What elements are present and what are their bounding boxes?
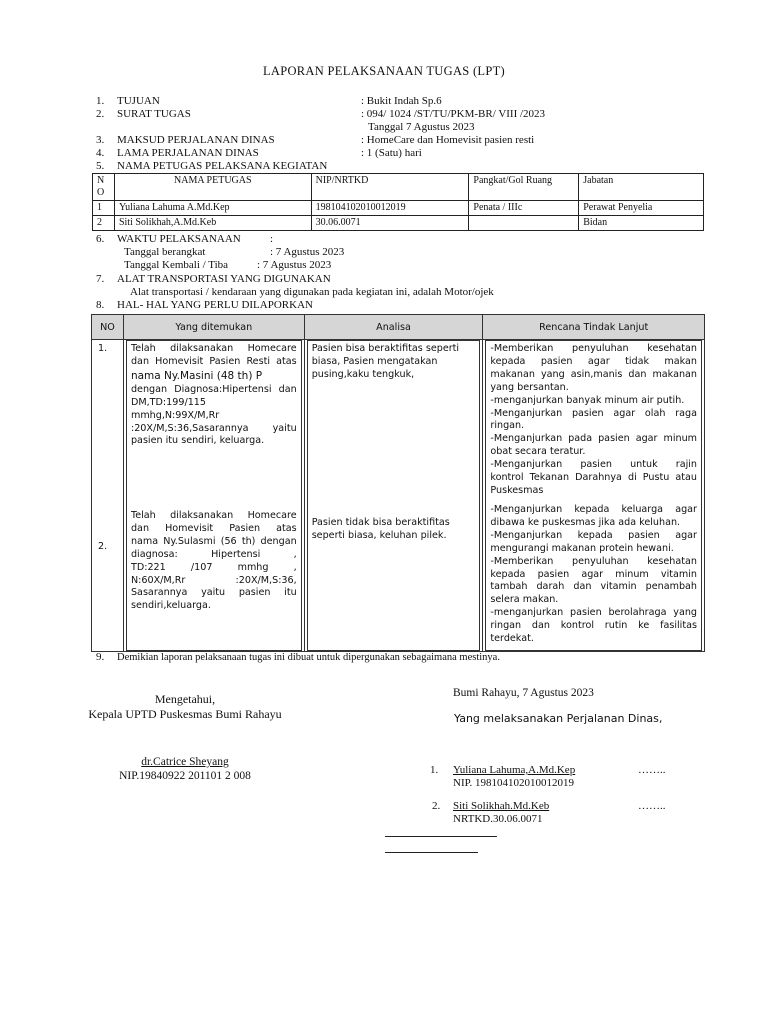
header-jabatan: Jabatan — [579, 174, 704, 201]
text-line: Telah dilaksanakan Homecare — [130, 510, 297, 521]
document-title: LAPORAN PELAKSANAAN TUGAS (LPT) — [262, 64, 506, 78]
signer-id: NRTKD.30.06.0071 — [453, 813, 543, 825]
table-row — [92, 340, 705, 652]
text-line: -menganjurkan pasien berolahraga yang — [490, 607, 697, 619]
text-line: dengan Diagnosa:Hipertensi dan — [130, 383, 297, 395]
waktu-label: WAKTU PELAKSANAAN — [117, 233, 241, 245]
signer-name-text: Yuliana Lahuma,A.Md.Kep — [453, 764, 576, 776]
cell-jabatan: Perawat Penyelia — [579, 201, 704, 216]
text-line: mmhg,N:99X/M,Rr — [130, 409, 220, 421]
waktu-colon: : — [270, 233, 274, 245]
transportasi-label: ALAT TRANSPORTASI YANG DIGUNAKAN — [117, 273, 331, 285]
analisa-text-1 — [312, 343, 476, 382]
field-label-lama: LAMA PERJALANAN DINAS — [117, 147, 259, 159]
ditemukan-text-2 — [131, 510, 297, 613]
text-line: nama Ny.Masini (48 th) P — [130, 369, 263, 382]
text-line: diagnosa: Hipertensi , — [130, 548, 297, 560]
text-line: N:60X/M,Rr :20X/M,S:36, — [130, 574, 297, 586]
mengetahui-label: Mengetahui, — [154, 692, 216, 706]
ditemukan-text-1 — [131, 343, 297, 448]
header-ditemukan: Yang ditemukan — [123, 315, 304, 340]
table-header-row — [93, 174, 704, 201]
text-line: -Menganjurkan pada pasien agar minum — [490, 433, 697, 445]
text-line: Telah dilaksanakan Homecare — [130, 343, 297, 354]
text-line: :20X/M,S:36,Sasarannya yaitu — [130, 422, 297, 434]
field-number: 2. — [96, 108, 105, 120]
field-number: 4. — [96, 147, 105, 159]
text-line: dibawa ke puskesmas jika ada keluhan. — [490, 516, 681, 528]
field-label-nama-petugas: NAMA PETUGAS PELAKSANA KEGIATAN — [117, 160, 328, 172]
rencana-text-2 — [490, 504, 697, 646]
transportasi-text: Alat transportasi / kendaraan yang digunakan pada kegiatan ini, adalah Motor/ojek — [130, 286, 494, 298]
header-pangkat: Pangkat/Gol Ruang — [469, 174, 579, 201]
cell-nip: 198104102010012019 — [311, 201, 469, 216]
text-line: kepada pasien agar tidak makan — [490, 355, 697, 367]
signer-name — [453, 764, 575, 776]
cell-nama: Yuliana Lahuma A.Md.Kep — [114, 201, 311, 216]
analisa-text-2 — [312, 517, 476, 543]
header-analisa: Analisa — [304, 315, 483, 340]
field-number: 9. — [96, 651, 105, 663]
text-line: -Menganjurkan pasien agar olah raga — [490, 407, 697, 419]
field-value-surat-tanggal: Tanggal 7 Agustus 2023 — [368, 121, 475, 133]
text-line: ringan dan kontrol rutin ke fasilitas — [490, 620, 697, 632]
field-number: 7. — [96, 273, 105, 285]
cell-pangkat: Penata / IIIc — [469, 201, 579, 216]
text-line: yang bersantan. — [490, 381, 569, 393]
signer-id: NIP. 198104102010012019 — [453, 777, 575, 789]
signer-number: 2. — [432, 800, 441, 812]
text-line: terdekat. — [490, 633, 534, 645]
cell-no: 1 — [93, 201, 115, 216]
text-line: sendiri,keluarga. — [130, 600, 211, 612]
text-line: kontrol Tekanan Darahnya di Pustu atau — [490, 472, 697, 484]
text-line: nama Ny.Sulasmi (56 th) dengan — [130, 535, 297, 547]
tanggal-kembali-value: : 7 Agustus 2023 — [257, 259, 332, 271]
field-value-surat-tugas: : 094/ 1024 /ST/TU/PKM-BR/ VIII /2023 — [361, 108, 546, 120]
signature-line — [385, 836, 497, 837]
header-rencana: Rencana Tindak Lanjut — [483, 315, 705, 340]
ditemukan-box — [126, 340, 302, 651]
signer-name — [453, 800, 549, 812]
text-line: makanan yang asin,manis dan makanan — [490, 368, 697, 380]
tanggal-berangkat-value: : 7 Agustus 2023 — [270, 246, 345, 258]
text-line: tambah darah dan vitamin penambah — [490, 581, 697, 593]
text-line: ringan. — [490, 420, 525, 432]
text-line: obat secara teratur. — [490, 446, 586, 458]
penutup-text: Demikian laporan pelaksanaan tugas ini dibuat untuk dipergunakan sebagaimana mestinya. — [117, 652, 500, 663]
field-label-maksud: MAKSUD PERJALANAN DINAS — [117, 134, 275, 146]
row-number: 1. — [98, 343, 108, 354]
field-value-lama: : 1 (Satu) hari — [361, 147, 422, 159]
signature-line — [385, 852, 478, 853]
tanggal-berangkat-label: Tanggal berangkat — [124, 246, 206, 258]
kepala-nip: NIP.19840922 201101 2 008 — [119, 770, 251, 782]
place-date: Bumi Rahayu, 7 Agustus 2023 — [453, 687, 594, 699]
kepala-name — [0, 756, 370, 768]
text-line: seperti biasa, keluhan pilek. — [311, 529, 447, 541]
signer-dots: …….. — [638, 764, 666, 776]
field-label-tujuan: TUJUAN — [117, 95, 160, 107]
field-number: 5. — [96, 160, 105, 172]
text-line: pusing,kaku tengkuk, — [311, 368, 415, 380]
table-row — [93, 201, 704, 216]
header-no: NO — [92, 315, 124, 340]
rencana-text-1 — [490, 343, 697, 498]
cell-ditemukan-column — [123, 340, 304, 652]
tanggal-kembali-label: Tanggal Kembali / Tiba — [124, 259, 229, 271]
cell-nip: 30.06.0071 — [311, 216, 469, 231]
field-number: 8. — [96, 299, 105, 311]
field-label-surat-tugas: SURAT TUGAS — [117, 108, 191, 120]
text-line: -Menganjurkan kepada keluarga agar — [490, 504, 697, 515]
header-nama: NAMA PETUGAS — [114, 174, 311, 201]
signer-name-text: Siti Solikhah.Md.Keb — [453, 800, 550, 812]
cell-rencana-column — [483, 340, 705, 652]
field-value-maksud: : HomeCare dan Homevisit pasien resti — [361, 134, 535, 146]
table-row — [93, 216, 704, 231]
text-line: mengurangi makanan protein hewani. — [490, 542, 674, 554]
header-nip: NIP/NRTKD — [311, 174, 469, 201]
pelaksana-label: Yang melaksanakan Perjalanan Dinas, — [454, 712, 663, 725]
analisa-box — [307, 340, 481, 651]
kepala-uptd-label: Kepala UPTD Puskesmas Bumi Rahayu — [88, 707, 282, 721]
text-line: kepada pasien agar minum vitamin — [490, 568, 697, 580]
text-line: Pasien bisa beraktifitas seperti — [311, 343, 460, 354]
field-number: 1. — [96, 95, 105, 107]
cell-analisa-column — [304, 340, 483, 652]
cell-pangkat — [469, 216, 579, 231]
text-line: selera makan. — [490, 594, 559, 606]
text-line: Puskesmas — [490, 484, 544, 496]
cell-no: 2 — [93, 216, 115, 231]
header-no: N O — [93, 174, 115, 201]
text-line: dan Homevisit Pasien atas — [130, 522, 297, 534]
text-line: DM,TD:199/115 — [130, 396, 207, 408]
field-number: 3. — [96, 134, 105, 146]
petugas-table — [92, 173, 704, 231]
text-line: -Memberikan penyuluhan kesehatan — [490, 343, 697, 354]
text-line: Pasien tidak bisa beraktifitas — [311, 517, 450, 528]
cell-nama: Siti Solikhah,A.Md.Keb — [114, 216, 311, 231]
text-line: TD:221 /107 mmhg , — [130, 561, 297, 573]
text-line: -menganjurkan banyak minum air putih. — [490, 394, 685, 406]
kepala-name-text: dr.Catrice Sheyang — [141, 756, 229, 768]
cell-no-column — [92, 340, 124, 652]
signer-dots: …….. — [638, 800, 666, 812]
text-line: Sasarannya yaitu pasien itu — [130, 587, 297, 599]
text-line: pasien itu sendiri, keluarga. — [130, 435, 265, 447]
hal-label: HAL- HAL YANG PERLU DILAPORKAN — [117, 299, 313, 311]
laporan-table — [91, 314, 705, 652]
text-line: -Menganjurkan kepada pasien agar — [490, 529, 697, 541]
text-line: -Menganjurkan pasien untuk rajin — [490, 459, 697, 471]
field-number: 6. — [96, 233, 105, 245]
text-line: biasa, Pasien mengatakan — [311, 355, 438, 367]
row-number: 2. — [98, 541, 108, 552]
table-header-row — [92, 315, 705, 340]
signer-number: 1. — [430, 764, 439, 776]
cell-jabatan: Bidan — [579, 216, 704, 231]
rencana-box — [485, 340, 702, 651]
text-line: -Memberikan penyuluhan kesehatan — [490, 555, 697, 567]
text-line: dan Homevisit Pasien Resti atas — [130, 355, 297, 367]
field-value-tujuan: : Bukit Indah Sp.6 — [361, 95, 442, 107]
